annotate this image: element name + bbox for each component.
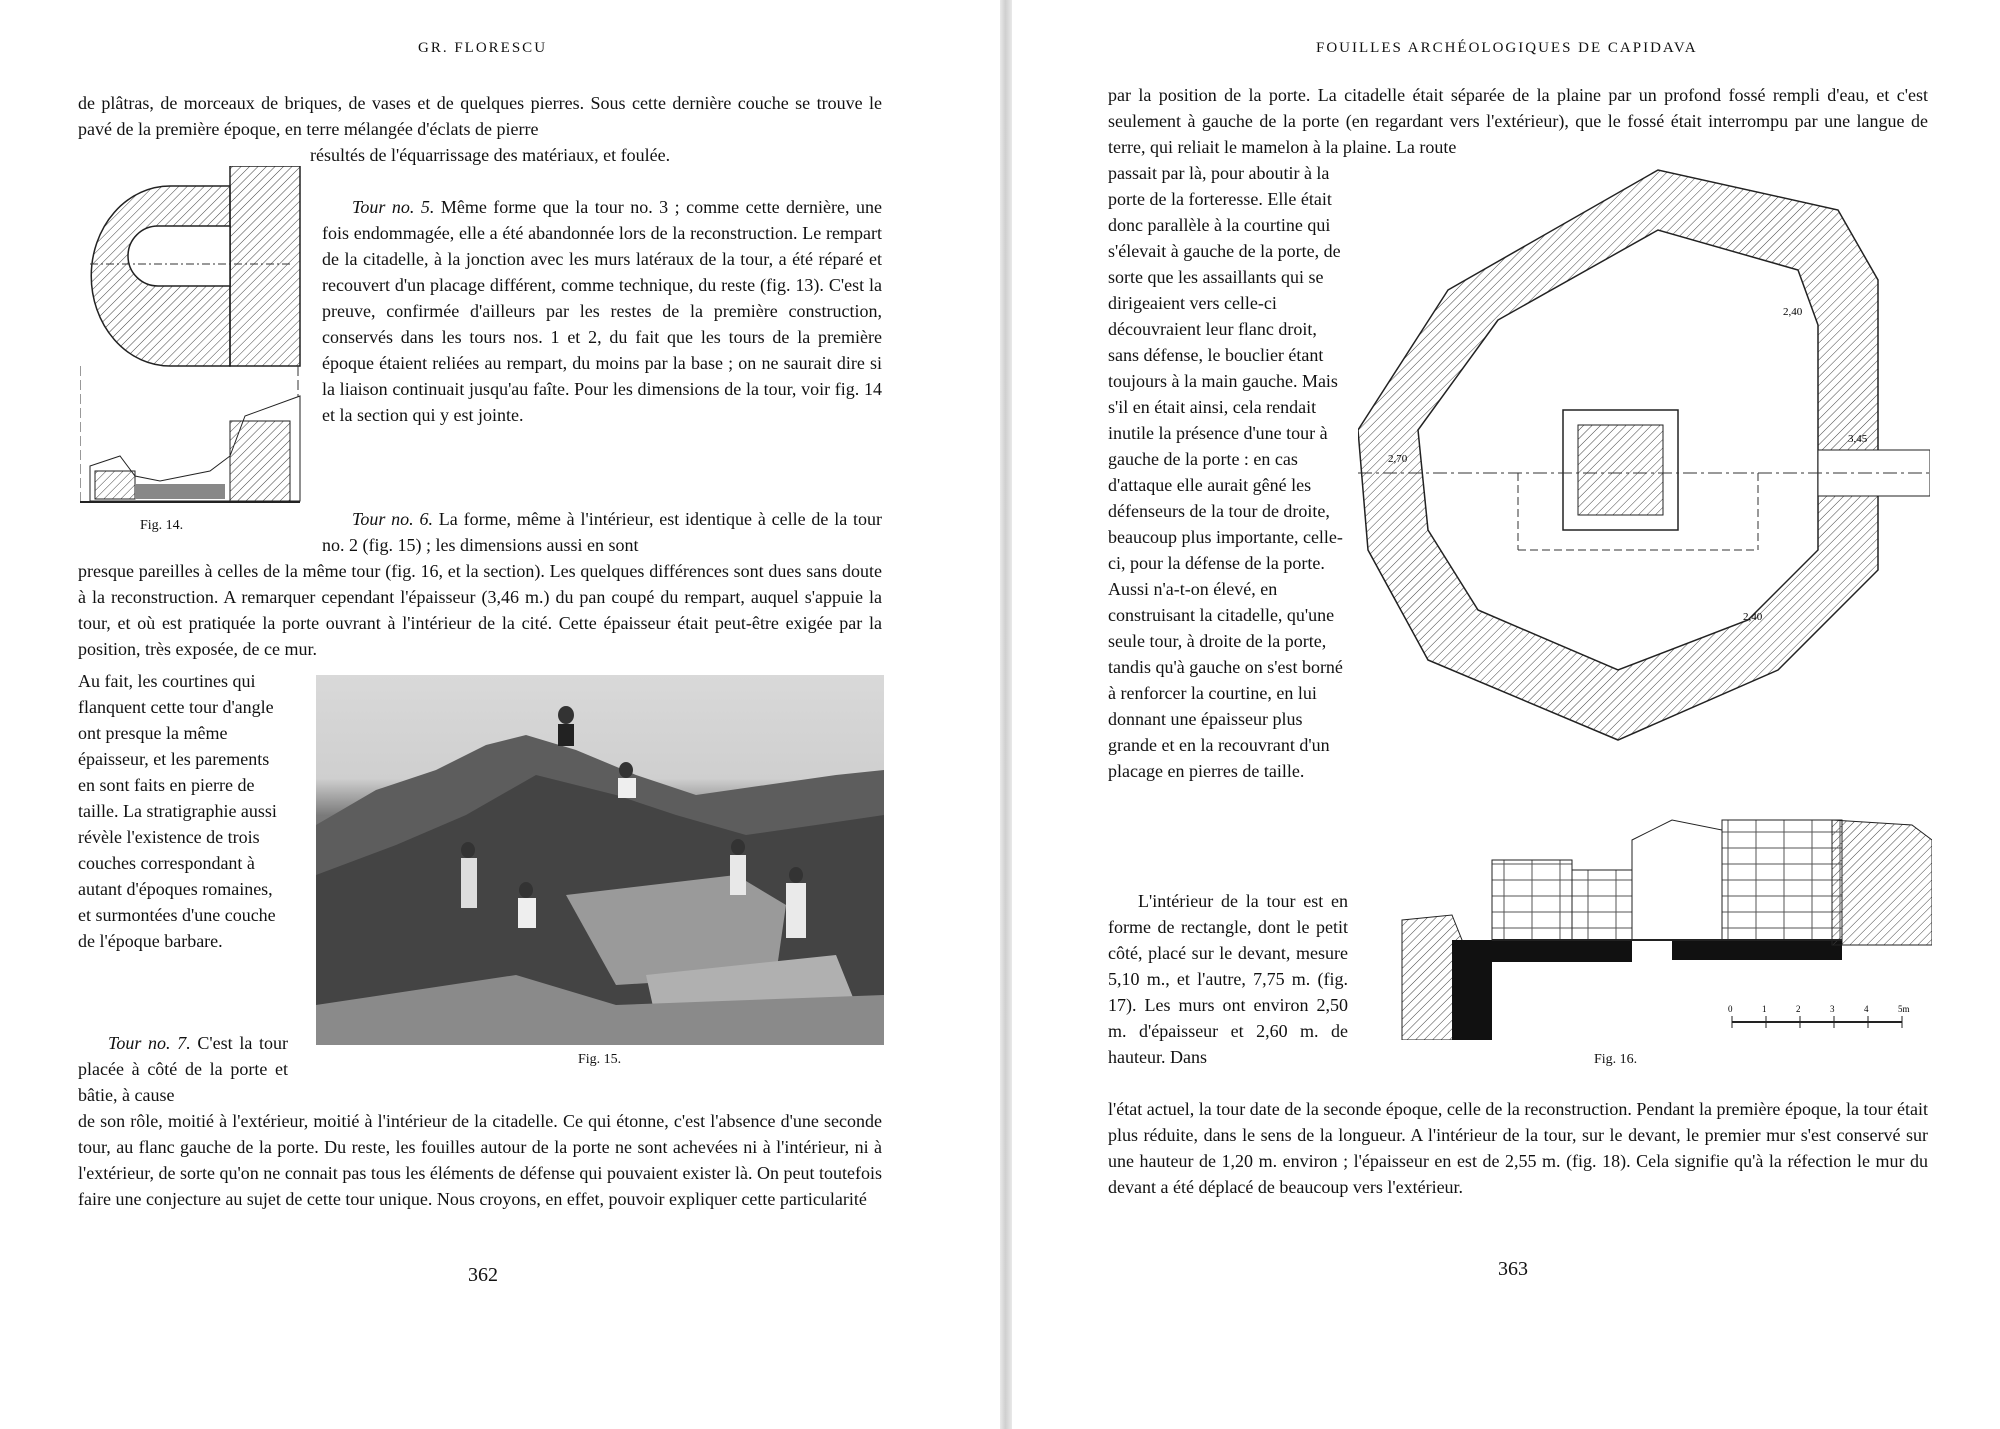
plan-dim-1: 2,40 [1783, 306, 1803, 318]
right-page [1012, 0, 2000, 1429]
paragraph-top: de plâtras, de morceaux de briques, de vases et de quelques pierres. Sous cette dernière couche se trouve le pavé de la première époque, en terre mélangée d'éclats de pierre [78, 93, 882, 139]
scale-label-1: 1 [1762, 1004, 1767, 1014]
scale-label-3: 3 [1830, 1004, 1835, 1014]
paragraph-gate-narrow: passait par là, pour aboutir à la porte de la forteresse. Elle était donc parallèle à la courtine qui s'élevait à gauche de la porte, de sorte que les assaillants qui se dirigeaient vers celle-ci découvraient leur flanc droit, sans défense, le bouclier étant toujours à la main gauche. Mais s'il en était ainsi, cela rendait inutile la présence d'une tour à gauche de la porte : en cas d'attaque elle aurait gêné les défenseurs de la tour de droite, beaucoup plus importante, celle-ci, pour la défense de la porte. Aussi n'a-t-on élevé, en construisant la citadelle, qu'une seule tour, à droite de la porte, tandis qu'à gauche on s'est borné à renforcer la courtine, en lui donnant une épaisseur plus grande et en la recouvrant d'un placage en pierres de taille. [1108, 163, 1343, 781]
paragraph-interior-narrow: L'intérieur de la tour est en forme de rectangle, dont le petit côté, placé sur le devant, mesure 5,10 m., et l'autre, 7,75 m. (fig. 17). Les murs ont environ 2,50 m. d'épaisseur et 2,60 m. de hauteur. Dans [1108, 891, 1348, 1067]
paragraph-top-continued: résultés de l'équarrissage des matériaux, et foulée. [310, 145, 671, 165]
scale-label-5: 5m [1898, 1004, 1910, 1014]
tour6-paragraph-full: presque pareilles à celles de la même tour (fig. 16, et la section). Les quelques différences sont dues sans doute à la reconstruction. A remarquer cependant l'épaisseur (3,46 m.) du pan coupé du rempart, auquel s'appuie la tour, et où est pratiquée la porte ouvrant à l'intérieur de la cité. Cette épaisseur était peut-être exigée par la position, très exposée, de ce mur. [78, 561, 882, 659]
page-number: 363 [1498, 1258, 1528, 1280]
plan-dim-4: 2,40 [1743, 611, 1763, 623]
fig16-tower-plan [1358, 150, 1930, 750]
tour5-text: Même forme que la tour no. 3 ; comme cette dernière, une fois endommagée, elle a été abandonnée lors de la reconstruction. Le rempart de la citadelle, à la jonction avec les murs latéraux de la tour, a été réparé et recouvert d'un placage différent, comme technique, du reste (fig. 13). C'est la preuve, confirmée d'ailleurs par les restes de la première construction, conservés dans les tours nos. 1 et 2, du fait que les tours de la première époque étaient reliées au rempart, du moins par la base ; on ne saurait dire si la liaison continuait jusqu'au faîte. Pour les dimensions de la tour, voir fig. 14 et la section qui y est jointe. [322, 197, 882, 425]
plan-dim-2: 3,45 [1848, 433, 1868, 445]
tour7-paragraph-full: de son rôle, moitié à l'extérieur, moitié à l'intérieur de la citadelle. Ce qui étonne, c'est l'absence d'une seconde tour, au flanc gauche de la porte. Du reste, les fouilles autour de la porte ne sont achevées ni à l'intérieur, ni à l'extérieur, de sorte qu'on ne connait pas tous les éléments de défense qui pouvaient exister là. On peut toutefois faire une conjecture au sujet de cette tour unique. Nous croyons, en effet, pouvoir expliquer cette particularité [78, 1111, 882, 1209]
plan-dim-3: 2,70 [1388, 453, 1408, 465]
book-gutter [1000, 0, 1012, 1429]
tour5-title: Tour no. 5. [352, 197, 435, 217]
fig15-photo-illustration [316, 675, 884, 1045]
page-number: 362 [468, 1264, 498, 1286]
tour5-paragraph [322, 194, 882, 428]
fig14-tower-plan [80, 166, 302, 506]
fig14-caption: Fig. 14. [140, 518, 184, 533]
tour7-narrow: C'est la tour placée à côté de la porte et bâtie, à cause [78, 1033, 288, 1105]
scale-label-2: 2 [1796, 1004, 1801, 1014]
running-head: GR. FLORESCU [418, 40, 548, 56]
tour6-start: La forme, même à l'intérieur, est identique à celle de la tour no. 2 (fig. 15) ; les dimensions aussi en sont [322, 509, 882, 555]
scale-label-4: 4 [1864, 1004, 1869, 1014]
fig16-caption: Fig. 16. [1594, 1052, 1638, 1067]
paragraph-gate-full: par la position de la porte. La citadelle était séparée de la plaine par un profond fossé rempli d'eau, et c'est seulement à gauche de la porte (en regardant vers l'extérieur), que le fossé était interrompu par une langue de terre, qui reliait le mamelon à la plaine. La route [1108, 85, 1928, 157]
tour6-title: Tour no. 6. [352, 509, 433, 529]
fig16-tower-section [1392, 800, 1932, 1040]
tour7-paragraph-narrow [78, 1030, 288, 1108]
fig15-caption: Fig. 15. [578, 1052, 622, 1067]
running-head: FOUILLES ARCHÉOLOGIQUES DE CAPIDAVA [1316, 40, 1698, 56]
scale-label-0: 0 [1728, 1004, 1733, 1014]
tour6-paragraph-start [322, 506, 882, 558]
tour7-title: Tour no. 7. [108, 1033, 191, 1053]
fig15-photo [316, 675, 884, 1045]
tour6-paragraph-narrow: Au fait, les courtines qui flanquent cette tour d'angle ont presque la même épaisseur, et les parements en sont faits en pierre de taille. La stratigraphie aussi révèle l'existence de trois couches correspondant à autant d'époques romaines, et surmontées d'une couche de l'époque barbare. [78, 671, 277, 951]
paragraph-interior-full: l'état actuel, la tour date de la seconde époque, celle de la reconstruction. Pendant la première époque, la tour était plus réduite, dans le sens de la longueur. A l'intérieur de la tour, sur le devant, le premier mur s'est conservé sur une hauteur de 1,20 m. environ ; l'épaisseur en est de 2,55 m. (fig. 18). Cela signifie qu'à la réfection le mur du devant a été déplacé de beaucoup vers l'extérieur. [1108, 1099, 1928, 1197]
